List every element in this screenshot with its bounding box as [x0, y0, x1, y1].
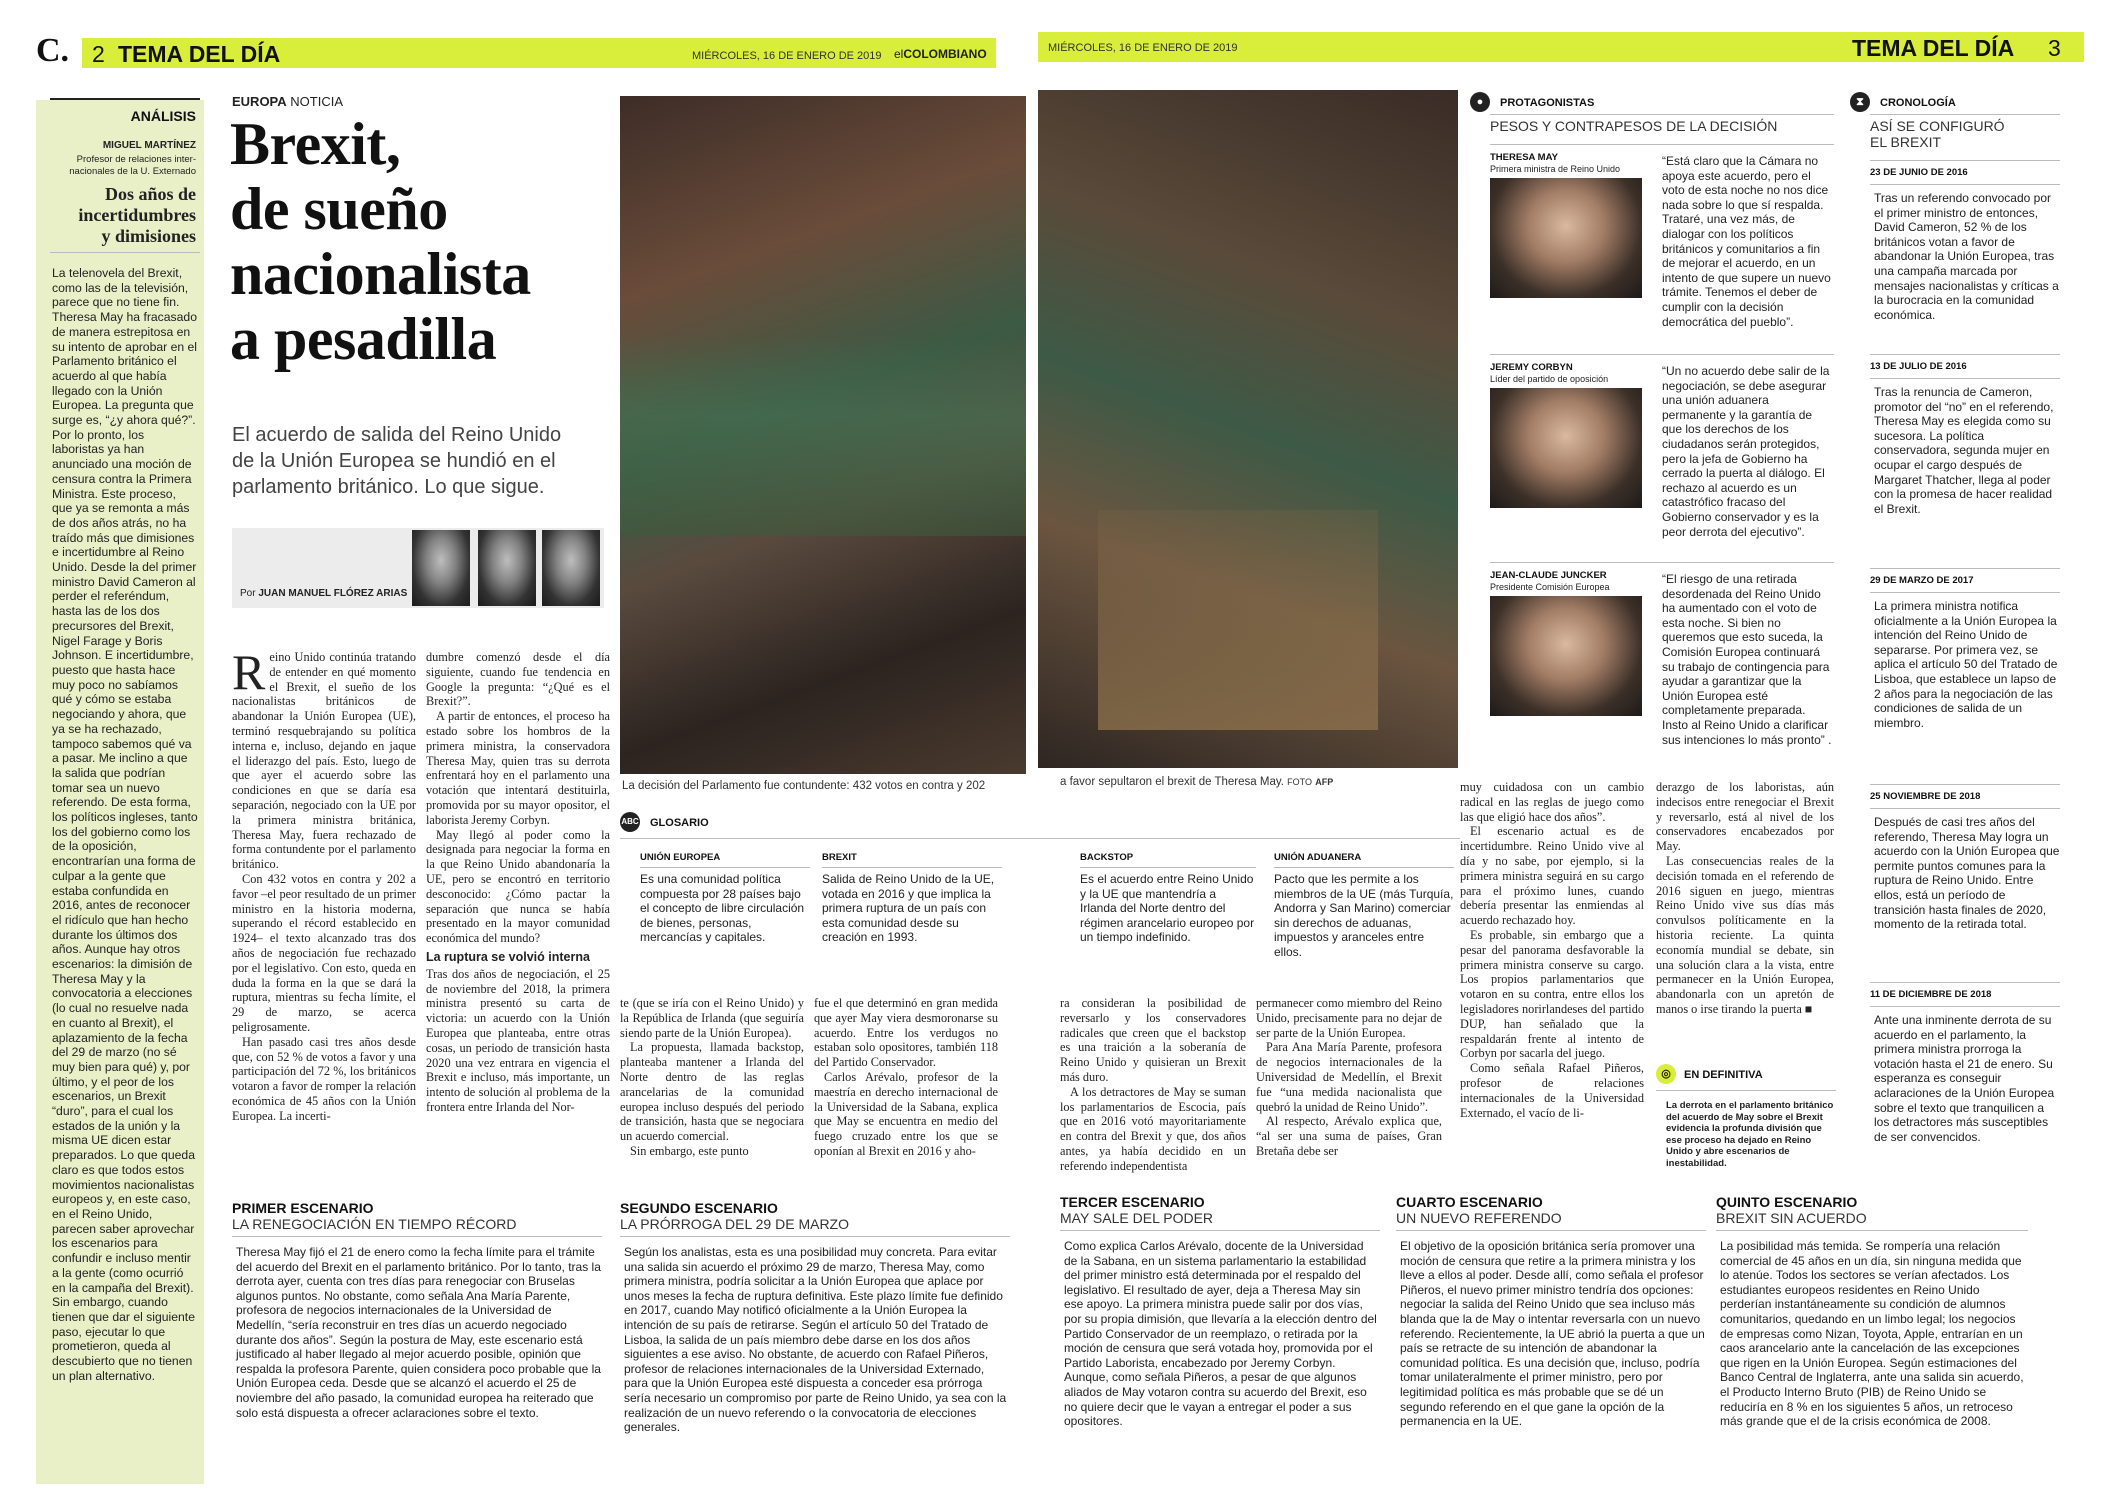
- protagonist-quote: “Un no acuerdo debe salir de la negociación, se debe asegurar una unión aduanera permanente y la garantía de que los derechos de los ciudadanos serán protegidos, pero la jefa de Gobierno ha cerrado la puerta al diálogo. El rechazo al acuerdo es un catastrófico fracaso del Gobierno conservador y es la peor derrota del ejecutivo”.: [1662, 364, 1830, 539]
- protagonists-subtitle: PESOS Y CONTRAPESOS DE LA DECISIÓN: [1490, 118, 1778, 134]
- kicker-text: NOTICIA: [290, 94, 344, 109]
- chronology-date: 23 DE JUNIO DE 2016: [1870, 167, 1968, 178]
- glossary-term-rule: [1274, 867, 1454, 868]
- person-icon: ●: [1470, 92, 1490, 112]
- glossary-item-4: [1274, 852, 1454, 959]
- definitive-box: [1656, 1064, 1836, 1169]
- scenario-rule: [1396, 1230, 1706, 1231]
- col7-p4: Como señala Rafael Piñeros, profesor de relaciones internacionales de la Universidad Externado, el vacío de li-: [1460, 1061, 1644, 1120]
- headline-4: a pesadilla: [230, 306, 497, 372]
- left-section-title: TEMA DEL DÍA: [118, 41, 281, 67]
- glossary-def: Es una comunidad política compuesta por 28 países bajo el concepto de libre circulación de bienes, personas, mercancías y capitales.: [640, 872, 805, 944]
- chronology-title-1: ASÍ SE CONFIGURÓ: [1870, 118, 2005, 134]
- scenario-text: Theresa May fijó el 21 de enero como la fecha límite para el trámite del acuerdo del Brexit en el parlamento británico. Por lo tanto, tras la derrota ayer, cuenta con tres días para renegociar con Bruselas algunos puntos. No obstante, como señala Ana María Parente, profesora de negocios internacionales de la Universidad de Medellín, “sería reconstruir en tres días un acuerdo negociado durante dos años”. Según la postura de May, este escenario está justificado al haber llegado al mejor acuerdo posible, opinión que respalda la profesora Parente, quien considera poco probable que la Unión Europea ceda. Desde que se alcanzó el acuerdo el 25 de noviembre del año pasado, la comunidad europea ha reiterado que solo está dispuesta a ofrecer aclaraciones sobre el texto.: [236, 1245, 601, 1420]
- chronology-date: 25 NOVIEMBRE DE 2018: [1870, 791, 1981, 802]
- protagonists-label: PROTAGONISTAS: [1500, 97, 1595, 109]
- article-col-5: [1060, 996, 1246, 1174]
- scenario-subtitle: MAY SALE DEL PODER: [1060, 1210, 1214, 1226]
- article-col-2: [426, 650, 610, 1115]
- analysis-role-2: nacionales de la U. Externado: [69, 166, 196, 177]
- byline-box: [232, 528, 604, 608]
- scenario-subtitle: UN NUEVO REFERENDO: [1396, 1210, 1562, 1226]
- col2-p1: dumbre comenzó desde el día siguiente, cuando fue tendencia en Google la pregunta: “¿Qué es el Brexit?”.: [426, 650, 610, 709]
- scenario-text: Como explica Carlos Arévalo, docente de la Universidad de la Sabana, en un sistema parlamentario la estabilidad del primer ministro está determinada por el respaldo del legislativo. El resultado de ayer, deja a Theresa May sin ese apoyo. La primera ministra puede salir por dos vías, por su propia dimisión, que llevaría a la elección dentro del Partido Conservador de un reemplazo, o retirada por la moción de censura que será votada hoy, promovida por el Partido Laborista, encabezado por Jeremy Corbyn. Aunque, como señala Piñeros, a pesar de que algunos aliados de May votaron contra su acuerdo del Brexit, eso no quiere decir que le vayan a entregar el poder a sus opositores.: [1064, 1239, 1377, 1429]
- protagonist-may: [1490, 144, 1834, 329]
- right-date: MIÉRCOLES, 16 DE ENERO DE 2019: [1048, 42, 1238, 54]
- glossary-def: Es el acuerdo entre Reino Unido y la UE que mantendría a Irlanda del Norte dentro del régimen arancelario europeo por un tiempo indefinido.: [1080, 872, 1255, 944]
- deck-1: El acuerdo de salida del Reino Unido: [232, 424, 562, 446]
- headline-1: Brexit,: [230, 111, 401, 177]
- chronology-date: 11 DE DICIEMBRE DE 2018: [1870, 989, 1992, 1000]
- glossary-item-2: [822, 852, 1002, 945]
- analysis-divider: [50, 252, 200, 253]
- right-section-title: TEMA DEL DÍA: [1852, 35, 2015, 61]
- chronology-item-rule: [1870, 160, 2060, 161]
- byline-prefix: Por: [240, 588, 256, 599]
- photo-caption-right-text: a favor sepultaron el brexit de Theresa May.: [1060, 776, 1284, 788]
- chronology-text: Tras la renuncia de Cameron, promotor del “no” en el referendo, Theresa May es elegida como su sucesora. La política conservadora, segunda mujer en ocupar el cargo después de Margaret Thatcher, llega al poder con la promesa de hacer realidad el Brexit.: [1874, 385, 2054, 516]
- parliament-photo-left: [620, 96, 1026, 774]
- photo-floor: [620, 336, 1026, 536]
- protagonist-name: THERESA MAY: [1490, 152, 1558, 163]
- chronology-date: 29 DE MARZO DE 2017: [1870, 575, 1974, 586]
- glossary-right: [1060, 812, 1460, 988]
- glossary-term-rule: [640, 867, 810, 868]
- chronology-date-rule: [1870, 808, 2060, 809]
- protagonists-rule: [1490, 114, 1834, 115]
- scenario-subtitle: LA PRÓRROGA DEL 29 DE MARZO: [620, 1216, 849, 1232]
- protagonist-role: Primera ministra de Reino Unido: [1490, 164, 1621, 174]
- chronology-item: [1870, 354, 2060, 516]
- glossary-rule: [620, 838, 1036, 839]
- scenario-text: El objetivo de la oposición británica sería promover una moción de censura que retire a la primera ministra y los lleve a ellos al poder. Desde allí, como señala el profesor Piñeros, el nuevo primer ministro tendría dos opciones: negociar la salida del Reino Unido que sea incluso más blanda que la de May o intentar reversarla con un nuevo referendo. Recientemente, la UE abrió la puerta a que un país se retracte de su intención de abandonar la comunidad política. Es una decisión que, incluso, podría tomar unilateralmente el primer ministro, pero por legitimidad política es más probable que se dé un segundo referendo en el que gane la opción de la permanencia en la UE.: [1400, 1239, 1705, 1429]
- analysis-body: La telenovela del Brexit, como las de la televisión, parece que no tiene fin. Theresa May ha fracasado de manera estrepitosa en su intento de aprobar en el Parlamento británico el acuerdo al que había llegado con la Unión Europea. La pregunta que surge es, “¿y ahora qué?”. Por lo pronto, los laboristas ya han anunciado una moción de censura contra la Primera Ministra. Este proceso, que ya se remonta a más de dos años atrás, no ha traído más que dimisiones e incertidumbre al Reino Unido. Desde la del primer ministro David Cameron al perder el referéndum, hasta las de los dos precursores del Brexit, Nigel Farage y Boris Johnson. E incertidumbre, puesto que hasta hace muy poco no sabíamos qué y cómo se estaba negociando y ahora, que ya se ha rechazado, tampoco sabemos qué va a pasar. Me inclino a que la salida que podrían tomar sea un nuevo referendo. De esta forma, los políticos ingleses, tanto los del gobierno como los de la oposición, encontrarían una forma de culpar a la gente que estaba confundida en 2016, antes de reconocer el ridículo que han hecho durante los últimos dos años. Aunque hay otros escenarios: la dimisión de Theresa May y la convocatoria a elecciones (lo cual no resuelve nada en cuanto al Brexit), el aplazamiento de la fecha del 29 de marzo (no sé muy bien para qué) y, por último, y el peor de los escenarios, un Brexit “duro”, para el cual los estados de la unión y la misma UE dicen estar preparados. Lo que queda claro es que todos estos movimientos nacionalistas europeos y, en este caso, en el Reino Unido, parecen saber aprovechar los escenarios para confundir e incluso mentir a la gente (como ocurrió en la campaña del Brexit). Sin embargo, cuando tienen que dar el siguiente paso, ejecutar lo que prometieron, queda al descubierto que no tienen un plan alternativo.: [52, 266, 198, 1383]
- photo-credit-prefix: FOTO: [1287, 777, 1312, 787]
- chronology-date-rule: [1870, 592, 2060, 593]
- theresa-may-photo: [1490, 178, 1642, 298]
- scenario-rule: [620, 1236, 1010, 1237]
- glossary-term: UNIÓN ADUANERA: [1274, 852, 1362, 863]
- left-page-number: 2: [92, 41, 105, 67]
- chronology-item-rule: [1870, 354, 2060, 355]
- paper-name-main: COLOMBIANO: [903, 47, 987, 61]
- analysis-title: [78, 184, 196, 247]
- chronology-text: Ante una inminente derrota de su acuerdo en el parlamento, la primera ministra prorroga la votación hasta el 21 de enero. Su esperanza es conseguir aclaraciones de la Unión Europea sobre el texto que tranquilicen a los detractores más susceptibles de ser convencidos.: [1874, 1013, 2055, 1144]
- logo: C.: [36, 32, 70, 69]
- chronology-item: [1870, 160, 2060, 322]
- photo-credit-overlay: [1380, 98, 1450, 112]
- protagonist-juncker: [1490, 562, 1834, 752]
- hourglass-icon: ⧗: [1850, 92, 1870, 112]
- left-date: MIÉRCOLES, 16 DE ENERO DE 2019: [692, 50, 882, 62]
- col2-p4: Tras dos años de negociación, el 25 de noviembre del 2018, la primera ministra presentó su carta de victoria: un acuerdo con la Unión Europea que planteaba, entre otras cosas, un periodo de transición hasta 2020 una vez entrara en vigencia el Brexit e incluso, más importante, un intento de solución al problema de la frontera entre Irlanda del Nor-: [426, 966, 610, 1114]
- glossary-def: Salida de Reino Unido de la UE, votada en 2016 y que implica la primera ruptura de un país con esta comunidad desde su creación en 1993.: [822, 872, 995, 944]
- glossary-def: Pacto que les permite a los miembros de la UE (más Turquía, Andorra y San Marino) comerciar sin derechos de aduanas, impuestos y aranceles entre ellos.: [1274, 872, 1454, 959]
- col5-p1: ra consideran la posibilidad de reversarlo y los conservadores radicales que creen que el backstop es una traición a la soberanía de Reino Unido y quisieran un Brexit más duro.: [1060, 996, 1246, 1084]
- chronology-date-rule: [1870, 378, 2060, 379]
- article-col-4: [814, 996, 998, 1159]
- chronology-date: 13 DE JULIO DE 2016: [1870, 361, 1967, 372]
- article-col-8: [1656, 780, 1834, 1017]
- abc-icon: ABC: [620, 812, 640, 832]
- scenario-rule: [1716, 1230, 2028, 1231]
- glossary-rule-right: [1036, 838, 1460, 839]
- glossary: [620, 812, 1036, 988]
- chronology-title: [1870, 118, 2005, 150]
- chronology-title-2: EL BREXIT: [1870, 134, 1942, 150]
- analysis-label: ANÁLISIS: [130, 108, 196, 124]
- glossary-term: BACKSTOP: [1080, 852, 1134, 863]
- kicker: [232, 94, 343, 109]
- analysis-title-2: incertidumbres: [78, 205, 196, 225]
- scenario-subtitle: LA RENEGOCIACIÓN EN TIEMPO RÉCORD: [232, 1216, 517, 1232]
- glossary-item-3: [1080, 852, 1256, 945]
- scenario-text: Según los analistas, esta es una posibilidad muy concreta. Para evitar una salida sin acuerdo el próximo 29 de marzo, Theresa May, como primera ministra, podría solicitar a la Unión Europea que aplace por unos meses la fecha de ruptura definitiva. Este plazo límite fue definido en 2017, cuando May notificó oficialmente a la Unión Europea la intención de su país de retirarse. Según el artículo 50 del Tratado de Lisboa, la salida de un país miembro debe darse en los dos años siguientes a ese aviso. No obstante, de acuerdo con Rafael Piñeros, profesor de relaciones internacionales de la Universidad Externado, para que la Unión Europea esté dispuesta a conceder esa prórroga sería necesario un compromiso por parte de Reino Unido, ya sea con la realización de un nuevo referendo o la convocatoria de elecciones generales.: [624, 1245, 1007, 1435]
- chronology-date-rule: [1870, 184, 2060, 185]
- glossary-term-rule: [1080, 867, 1256, 868]
- scenario-4: [1396, 1194, 1706, 1429]
- headline: [230, 112, 531, 372]
- col6-p1: permanecer como miembro del Reino Unido, precisamente para no dejar de ser parte de la Unión Europea.: [1256, 996, 1442, 1040]
- definitive-text: La derrota en el parlamento británico del acuerdo de May sobre el Brexit evidencia la profunda división que ese proceso ha dejado en Reino Unido y abre escenarios de inestabilidad.: [1666, 1100, 1834, 1169]
- deck-3: parlamento británico. Lo que sigue.: [232, 476, 545, 498]
- col8-p2: Las consecuencias reales de la decisión tomada en el referendo de 2016 siguen en juego, mientras Reino Unido vive sus días más convulsos políticamente en la historia reciente. La quinta economía mundial se debate, sin una solución clara a la vista, entre permanecer en la Unión Europea, abandonarla con un apretón de manos o irse tirando la puerta ■: [1656, 853, 1834, 1016]
- col2-p3: May llegó al poder como la designada para negociar la forma en la que Reino Unido abandonaría la UE, pero se encontró en territorio desconocido: ¿Cómo pactar la separación que nunca se había presentado en la mayor comunidad económica del mundo?: [426, 827, 610, 946]
- kicker-bold: EUROPA: [232, 94, 287, 109]
- chronology-item: [1870, 568, 2060, 730]
- article-col-1: [232, 644, 416, 1124]
- headline-3: nacionalista: [230, 241, 531, 307]
- reporter-photo-2: [478, 530, 536, 606]
- right-header: [1038, 32, 2084, 62]
- chronology-item-rule: [1870, 784, 2060, 785]
- article-col-3: [620, 996, 804, 1159]
- photo-table: [1098, 510, 1378, 730]
- protagonists: [1470, 92, 1834, 762]
- glossary-item-1: [640, 852, 810, 945]
- glossary-term-rule: [822, 867, 1002, 868]
- photo-caption-right: [1060, 776, 1333, 788]
- col1-p3: Han pasado casi tres años desde que, con 52 % de votos a favor y una participación del 72 %, los británicos votaron a favor de romper la relación económica de 45 años con la Unión Europea. La incerti-: [232, 1034, 416, 1123]
- photo-caption-left: La decisión del Parlamento fue contundente: 432 votos en contra y 202: [622, 780, 986, 792]
- col6-p2: Para Ana María Parente, profesora de negocios internacionales de la Universidad de Medellín, el Brexit fue “una medida nacionalista que quebró la unidad de Reino Unido”.: [1256, 1040, 1442, 1114]
- chronology-label: CRONOLOGÍA: [1880, 97, 1956, 109]
- analysis-title-1: Dos años de: [104, 184, 196, 204]
- glossary-term: UNIÓN EUROPEA: [640, 852, 721, 863]
- protagonist-quote: “Está claro que la Cámara no apoya este acuerdo, pero el voto de esta noche no nos dice nada sobre lo que sí respalda. Trataré, una vez más, de dialogar con los políticos británicos y comunitarios a fin de mejorar el acuerdo, en un intento de que supere un nuevo trámite. Tenemos el deber de cumplir con la decisión democrática del pueblo”.: [1662, 154, 1831, 329]
- chronology-text: Tras un referendo convocado por el primer ministro de entonces, David Cameron, 52 % de los británicos votan a favor de abandonar la Unión Europea, tras una campaña marcada por mensajes nacionalistas y críticas a la burocracia en la comunidad económica.: [1874, 191, 2059, 322]
- glossary-title: GLOSARIO: [650, 817, 709, 829]
- protagonist-role: Presidente Comisión Europea: [1490, 582, 1610, 592]
- subhead: La ruptura se volvió interna: [426, 949, 590, 964]
- scenario-title: QUINTO ESCENARIO: [1716, 1194, 1858, 1210]
- chronology-text: Después de casi tres años del referendo, Theresa May logra un acuerdo con la Unión Europea que permite puntos comunes para la ruptura de Reino Unido. Entre ellos, está un período de transición hasta finales de 2020, momento de la retirada total.: [1874, 815, 2060, 932]
- col5-p2: A los detractores de May se suman los parlamentarios de Escocia, país que en 2016 votó mayoritariamente en contra del Brexit y que, dos años antes, ya había decidido en un referendo independentista: [1060, 1084, 1246, 1173]
- analysis-sidebar: [36, 100, 204, 1484]
- scenario-1: [232, 1200, 602, 1420]
- col7-p3: Es probable, sin embargo que a pesar del panorama desfavorable la primera ministra conserve su cargo. Los propios parlamentarios que votaron en su contra, entre ellos los legisladores norirlandeses del partido DUP, han señalado que la respaldarán frente al intento de Corbyn por sacarla del juego.: [1460, 927, 1644, 1061]
- protagonist-quote: “El riesgo de una retirada desordenada del Reino Unido ha aumentado con el voto de esta noche. Si bien no queremos que esto suceda, la Comisión Europea continuará su trabajo de contingencia para ayudar a garantizar que la Unión Europea esté completamente preparada. Insto al Reino Unido a clarificar sus intenciones lo más pronto” .: [1662, 572, 1832, 747]
- analysis-title-3: y dimisiones: [101, 226, 196, 246]
- chronology-item-rule: [1870, 568, 2060, 569]
- article-col-7: [1460, 780, 1644, 1120]
- protagonist-role: Líder del partido de oposición: [1490, 374, 1609, 384]
- deck: [232, 422, 561, 500]
- col4-p1: fue el que determinó en gran medida que ayer May viera desmoronarse su acuerdo. Entre los verdugos no estaban solo opositores, también 118 del Partido Conservador.: [814, 996, 998, 1070]
- byline: [240, 588, 407, 599]
- analysis-author: MIGUEL MARTÍNEZ: [102, 140, 196, 151]
- col7-p2: El escenario actual es de incertidumbre. Reino Unido vive al día y no sabe, por ejemplo, si la primera ministra seguirá en su cargo para el próximo lunes, cuando debería presentar las enmiendas al acuerdo rechazado hoy.: [1460, 824, 1644, 928]
- analysis-role-1: Profesor de relaciones inter-: [76, 154, 196, 165]
- scenario-title: TERCER ESCENARIO: [1060, 1194, 1205, 1210]
- col3-p3: Sin embargo, este punto: [630, 1143, 749, 1158]
- chronology: [1850, 92, 2080, 1322]
- scenario-rule: [232, 1236, 602, 1237]
- article-col-6: [1256, 996, 1442, 1159]
- scenario-title: SEGUNDO ESCENARIO: [620, 1200, 778, 1216]
- col3-p1: te (que se iría con el Reino Unido) y la República de Irlanda (que seguiría siendo parte de la Unión Europea).: [620, 996, 804, 1040]
- scenario-5: [1716, 1194, 2028, 1429]
- col1-p2: Con 432 votos en contra y 202 a favor –el peor resultado de un primer ministro en la historia moderna, superando el récord establecido en 1924– el texto alcanzado tras dos años de negociación fue rechazado por el legislativo. Con esto, queda en duda la forma en la que se dará la ruptura, mientras su fecha límite, el 29 de marzo, se acerca peligrosamente.: [232, 871, 416, 1034]
- scenario-rule: [1060, 1230, 1380, 1231]
- jeremy-corbyn-photo: [1490, 388, 1642, 508]
- protagonist-rule: [1490, 562, 1834, 563]
- right-page-number: 3: [2048, 35, 2061, 61]
- col7-p1: muy cuidadosa con un cambio radical en las reglas de juego como las que eligió hace dos años”.: [1460, 780, 1644, 824]
- parliament-photo-right: [1038, 90, 1458, 768]
- scenario-title: PRIMER ESCENARIO: [232, 1200, 374, 1216]
- protagonist-rule: [1490, 354, 1834, 355]
- col3-p2: La propuesta, llamada backstop, planteaba mantener a Irlanda del Norte dentro de las reglas arancelarias de la comunidad europea incluso después del periodo de transición, hasta que se negociara un acuerdo comercial.: [620, 1040, 804, 1144]
- chronology-item-rule: [1870, 982, 2060, 983]
- target-icon: ◎: [1656, 1064, 1676, 1084]
- scenario-3: [1060, 1194, 1380, 1429]
- dropcap: R: [232, 644, 266, 700]
- chronology-text: La primera ministra notifica oficialmente a la Unión Europea la intención del Reino Unido de separarse. Por primera vez, se aplica el artículo 50 del Tratado de Lisboa, que establece un lapso de 2 años para la negociación de las condiciones de salida de un miembro.: [1874, 599, 2058, 730]
- definitive-label: EN DEFINITIVA: [1684, 1069, 1763, 1081]
- reporter-photo-3: [542, 530, 600, 606]
- chronology-rule: [1870, 114, 2060, 115]
- col4-p2: Carlos Arévalo, profesor de la maestría en derecho internacional de la Universidad de la Sabana, explica que May se encuentra en medio del fuego cruzado entre los que se oponían al Brexit en 2016 y aho-: [814, 1069, 998, 1158]
- protagonist-name: JEREMY CORBYN: [1490, 362, 1573, 373]
- juncker-photo: [1490, 596, 1642, 716]
- scenario-title: CUARTO ESCENARIO: [1396, 1194, 1543, 1210]
- col2-p2: A partir de entonces, el proceso ha estado sobre los hombros de la primera ministra, la conservadora Theresa May, quien tras su derrota enfrentará hoy en el parlamento una votación que intentará destituirla, promovida por su mayor opositor, el laborista Jeremy Corbyn.: [426, 709, 610, 827]
- glossary-term: BREXIT: [822, 852, 857, 863]
- protagonist-name: JEAN-CLAUDE JUNCKER: [1490, 570, 1607, 581]
- byline-name: JUAN MANUEL FLÓREZ ARIAS: [258, 588, 408, 599]
- deck-2: de la Unión Europea se hundió en el: [232, 450, 556, 472]
- chronology-item: [1870, 982, 2060, 1144]
- col8-p1: derazgo de los laboristas, aún indecisos entre renegociar el Brexit y reversarlo, está al nivel de los conservadores encabezados por May.: [1656, 780, 1834, 854]
- headline-2: de sueño: [230, 176, 448, 242]
- scenario-2: [620, 1200, 1010, 1435]
- photo-credit: AFP: [1315, 777, 1334, 787]
- chronology-item: [1870, 784, 2060, 932]
- col6-p3: Al respecto, Arévalo explica que, “al ser una suma de países, Gran Bretaña debe ser: [1256, 1114, 1442, 1158]
- left-header: [36, 32, 996, 69]
- scenario-subtitle: BREXIT SIN ACUERDO: [1716, 1210, 1867, 1226]
- scenario-text: La posibilidad más temida. Se rompería una relación comercial de 45 años en un día, sin ninguna medida que lo atenúe. Todos los sectores se verían afectados. Los estudiantes europeos residentes en Reino Unido perderían instantáneamente su condición de alumnos comunitarios, quedando en un limbo legal; los negocios de empresas como Nizan, Toyota, Apple, entrarían en un caos arancelario ante la cancelación de las excepciones que rigen en la Unión Europea. Según estimaciones del Banco Central de Inglaterra, ante una salida sin acuerdo, el Producto Interno Bruto (PIB) de Reino Unido se reduciría en 8 % en los siguientes 5 años, un retroceso más grande que el de la crisis económica de 2008.: [1720, 1239, 2024, 1429]
- chronology-date-rule: [1870, 1006, 2060, 1007]
- paper-name-prefix: el: [894, 47, 904, 61]
- reporter-photo-1: [412, 530, 470, 606]
- protagonist-corbyn: [1490, 354, 1834, 539]
- protagonist-rule: [1490, 144, 1834, 145]
- col1-p1: eino Unido continúa tratando de entender en qué momento el Brexit, el sueño de los nacionalistas británicos de abandonar la Unión Europea (UE), terminó resquebrajando su política interna e, incluso, dejando en jaque el liderazgo del país. Esto, luego de que ayer el acuerdo sobre las condiciones en que se daría esa separación, negociado con la UE por la primera ministra británica, Theresa May, fuera rechazado de forma contundente por el parlamento británico.: [232, 650, 416, 872]
- analysis-top-rule: [50, 98, 200, 100]
- paper-name: [894, 47, 987, 61]
- definitive-rule: [1656, 1090, 1836, 1091]
